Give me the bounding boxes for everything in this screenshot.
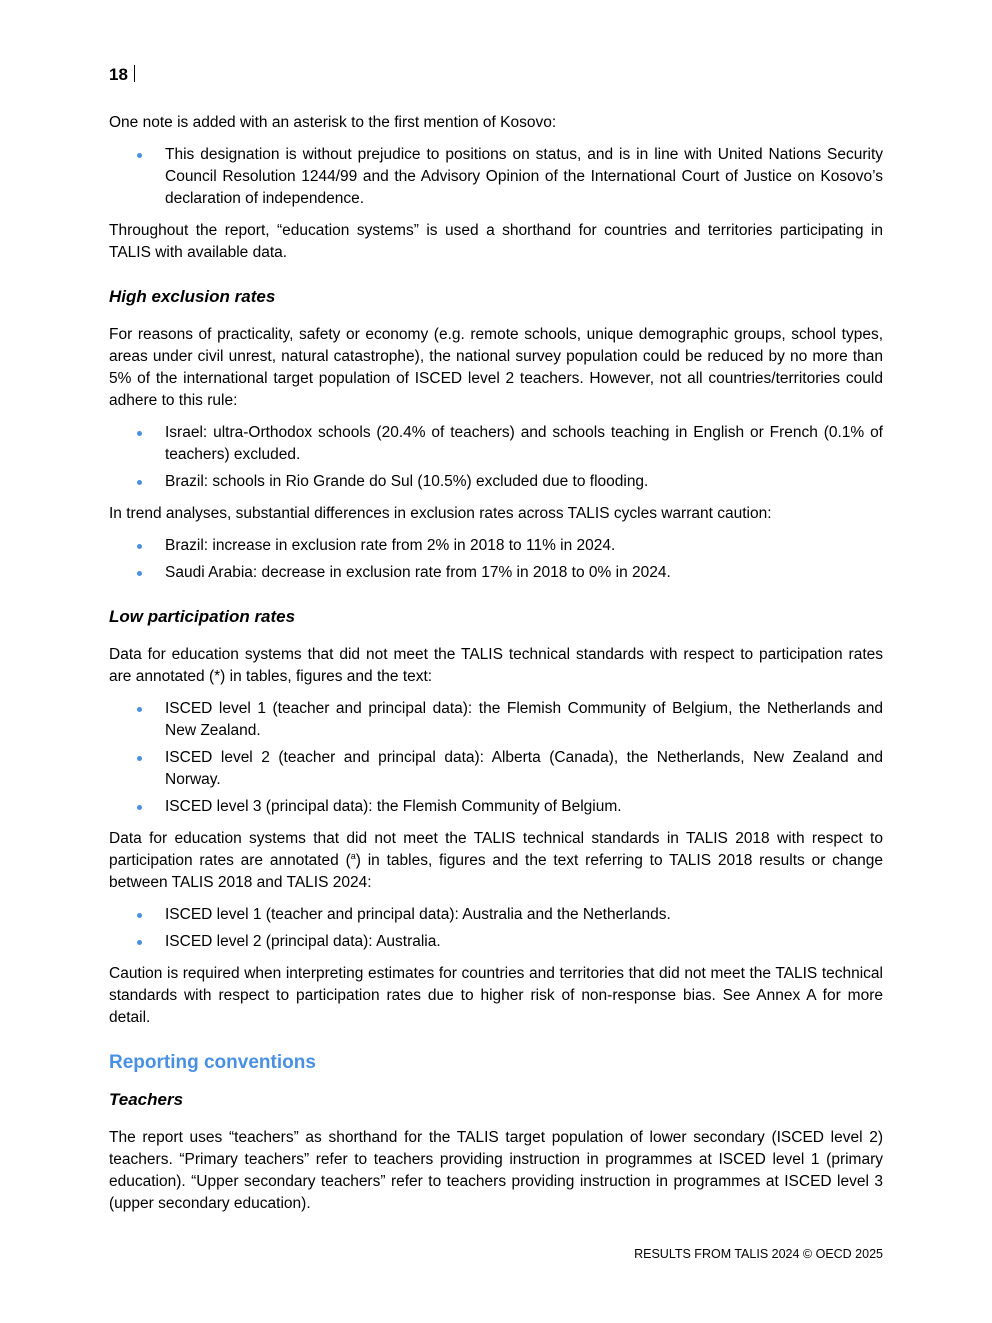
list-item-text: Brazil: increase in exclusion rate from 2% in 2018 to 11% in 2024. [165,537,616,554]
list-item [109,144,883,210]
page-footer: RESULTS FROM TALIS 2024 © OECD 2025 [634,1247,883,1261]
list-item-text: Israel: ultra-Orthodox schools (20.4% of teachers) and schools teaching in English or French (0.1% of teachers) excluded. [165,424,883,463]
bullet-icon [137,707,142,712]
list-item-text: ISCED level 1 (teacher and principal data): Australia and the Netherlands. [165,906,671,923]
list-item-text: ISCED level 2 (principal data): Australia. [165,933,441,950]
page-number-text: 18 [109,65,128,84]
bullet-icon [137,805,142,810]
list-item [109,931,883,953]
list-item [109,422,883,466]
list-item-text: Brazil: schools in Rio Grande do Sul (10.5%) excluded due to flooding. [165,473,649,490]
list-item [109,535,883,557]
list-item-text: ISCED level 2 (teacher and principal data): Alberta (Canada), the Netherlands, New Zealand and Norway. [165,749,883,788]
high-exclusion-list [109,422,883,493]
low-participation-heading: Low participation rates [109,607,296,626]
list-item [109,698,883,742]
kosovo-note-intro: One note is added with an asterisk to the first mention of Kosovo: [109,114,557,131]
bullet-icon [137,544,142,549]
bullet-icon [137,153,142,158]
low-participation-list [109,698,883,818]
kosovo-note-list [109,144,883,210]
list-item [109,747,883,791]
talis-2018-list [109,904,883,953]
annotation-superscript: a [350,850,356,861]
list-item-text: ISCED level 1 (teacher and principal data): the Flemish Community of Belgium, the Netherlands and New Zealand. [165,700,883,739]
caution-para: Caution is required when interpreting estimates for countries and territories that did not meet the TALIS technical standards with respect to participation rates due to higher risk of non-response bias. See Annex A for more detail. [109,965,883,1026]
list-item [109,471,883,493]
bullet-icon [137,940,142,945]
trend-list [109,535,883,584]
low-participation-para: Data for education systems that did not meet the TALIS technical standards with respect to participation rates are annotated (*) in tables, figures and the text: [109,646,883,685]
reporting-conventions-heading: Reporting conventions [109,1052,316,1073]
bullet-icon [137,480,142,485]
bullet-icon [137,431,142,436]
page-content [109,112,883,1215]
list-item-text: ISCED level 3 (principal data): the Flemish Community of Belgium. [165,798,622,815]
page-number [109,64,135,86]
bullet-icon [137,913,142,918]
talis-2018-para [109,828,883,894]
teachers-heading: Teachers [109,1090,184,1109]
bullet-icon [137,571,142,576]
bullet-icon [137,756,142,761]
list-item-text: Saudi Arabia: decrease in exclusion rate from 17% in 2018 to 0% in 2024. [165,564,671,581]
talis-2018-para-part1: Data for education systems that did not meet the TALIS technical standards in TALIS 2018 with respect to participation rates are annotated ( [109,830,883,869]
talis-2018-para-part2: ) in tables, figures and the text referring to TALIS 2018 results or change between TALIS 2018 and TALIS 2024: [109,852,884,891]
page-number-divider [134,65,135,82]
list-item-text: This designation is without prejudice to positions on status, and is in line with United Nations Security Council Resolution 1244/99 and the Advisory Opinion of the International Court of Justice on Kosovo’s declaration of independence. [165,146,883,207]
list-item [109,796,883,818]
high-exclusion-heading: High exclusion rates [109,287,276,306]
list-item [109,904,883,926]
high-exclusion-para: For reasons of practicality, safety or economy (e.g. remote schools, unique demographic groups, school types, areas under civil unrest, natural catastrophe), the national survey population could be reduced by no more than 5% of the international target population of ISCED level 2 teachers. However, not all countries/territories could adhere to this rule: [109,326,883,409]
education-systems-para: Throughout the report, “education systems” is used a shorthand for countries and territories participating in TALIS with available data. [109,222,883,261]
teachers-para: The report uses “teachers” as shorthand for the TALIS target population of lower secondary (ISCED level 2) teachers. “Primary teachers” refer to teachers providing instruction in programmes at ISCED level 1 (primary education). “Upper secondary teachers” refer to teachers providing instruction in programmes at ISCED level 3 (upper secondary education). [109,1129,883,1212]
trend-analyses-para: In trend analyses, substantial differences in exclusion rates across TALIS cycles warrant caution: [109,505,772,522]
list-item [109,562,883,584]
